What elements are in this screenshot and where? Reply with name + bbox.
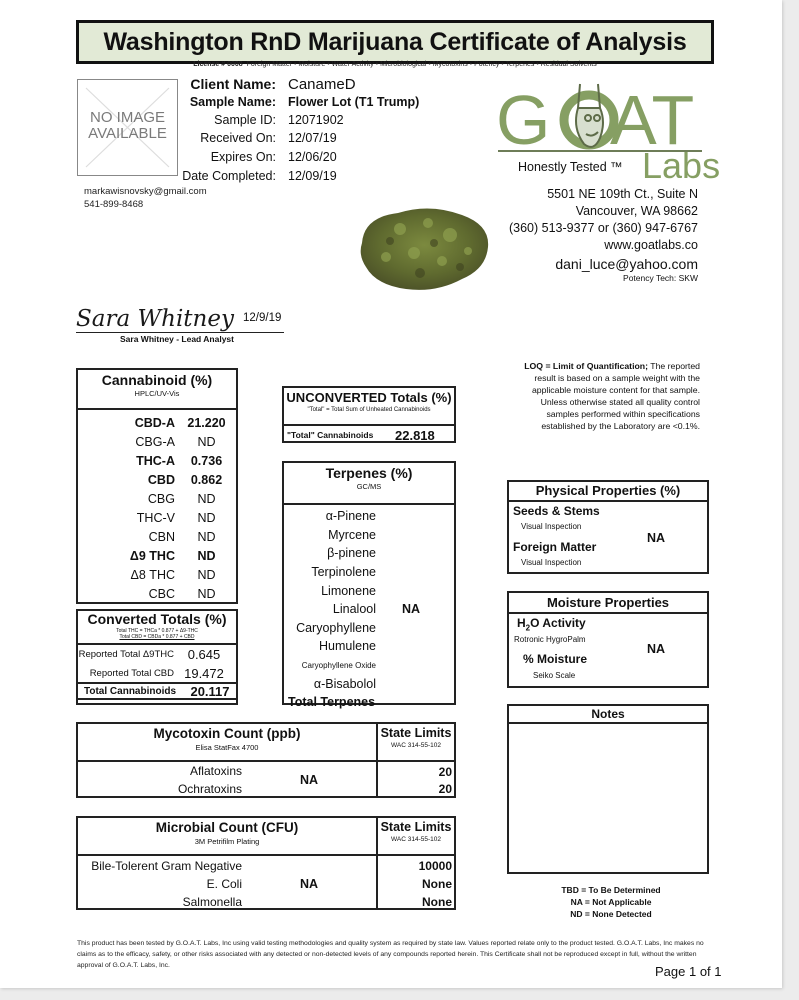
formula-thc: Total THC = THCa * 0.877 + Δ9-THC	[116, 628, 198, 634]
no-image-line1: NO IMAGE	[89, 109, 165, 126]
received-value: 12/07/19	[288, 131, 337, 145]
cannabinoid-name: CBC	[148, 586, 175, 601]
license-line	[76, 61, 714, 68]
microbial-limit: None	[422, 895, 452, 909]
terpene-name: Humulene	[319, 639, 376, 654]
converted-header	[78, 611, 236, 645]
cannabinoid-name: CBG-A	[135, 434, 175, 449]
terpene-rows	[284, 505, 454, 693]
converted-title: Converted Totals (%)	[87, 611, 227, 627]
notes-header	[509, 706, 707, 724]
completed-row	[78, 169, 337, 183]
potency-tech: Potency Tech: SKW	[623, 273, 698, 283]
legend-item: TBD = To Be Determined	[561, 885, 661, 895]
mycotoxin-row-name: Ochratoxins	[177, 782, 242, 796]
cannabinoid-value: 0.736	[190, 453, 223, 468]
cannabinoid-value: ND	[197, 529, 216, 544]
logo-g-letter: G	[496, 81, 551, 159]
microbial-row-name: Bile-Tolerent Gram Negative	[91, 859, 242, 873]
sample-name-value: Flower Lot (T1 Trump)	[288, 95, 420, 109]
terpene-name: α-Bisabolol	[313, 676, 376, 691]
lab-address	[509, 186, 698, 273]
limits-ref: WAC 314-55-102	[391, 836, 441, 843]
terpene-row	[284, 656, 454, 675]
moisture-header	[509, 593, 707, 614]
mycotoxin-title: Mycotoxin Count (ppb)	[153, 726, 301, 741]
loq-text: The reported result is based on a sample weight with the applicable moisture content for that sample. Unless otherwise stated all quality control samples performed within specifications established by the Laboratory are <0.1%.	[531, 361, 700, 431]
moisture-method: Seiko Scale	[533, 671, 576, 680]
signature-script: Sara Whitney	[76, 306, 234, 332]
lab-phone-line: (360) 513-9377 or (360) 947-6767	[508, 221, 698, 235]
cannabinoid-row	[78, 432, 236, 451]
cannabinoid-value: ND	[197, 586, 216, 601]
cannabinoid-value: 21.220	[187, 415, 226, 430]
mycotoxin-body	[78, 762, 454, 798]
cannabinoid-name: Δ9 THC	[129, 548, 175, 563]
unconverted-subtitle: "Total" = Total Sum of Unheated Cannabinoids	[307, 407, 431, 413]
foreign-matter-label: Foreign Matter	[513, 540, 597, 554]
terpene-name: β-pinene	[327, 546, 376, 561]
microbial-names	[78, 856, 376, 910]
logo-labs-text: Labs	[642, 145, 721, 186]
total-terpenes-label: Total Terpenes	[288, 694, 376, 709]
mycotoxin-method: Elisa StatFax 4700	[195, 743, 259, 752]
title-banner	[76, 20, 714, 64]
analyst-signature	[76, 298, 246, 334]
unconverted-row	[284, 426, 454, 444]
terpene-name: Caryophyllene Oxide	[301, 660, 376, 670]
water-activity-label: $H_2O$ Activity	[517, 616, 586, 633]
mycotoxin-limit: 20	[438, 782, 452, 796]
total-cannabinoids-label: Total Cannabinoids	[84, 685, 177, 697]
cannabinoid-row	[78, 527, 236, 546]
sample-id-value: 12071902	[288, 113, 344, 127]
converted-row-label: Reported Total CBD	[89, 667, 174, 679]
services-list: Foreign Matter • Moisture • Water Activity • Microbiological • Mycotoxins • Potency • Terpenes • Residual Solvents	[246, 61, 597, 68]
cannabinoid-panel	[76, 368, 238, 604]
license-number: License # 0008	[193, 61, 243, 68]
expires-row	[78, 150, 337, 164]
cannabinoid-name: CBD	[147, 472, 175, 487]
received-label: Received On:	[200, 131, 276, 145]
mycotoxin-limits	[376, 762, 454, 798]
cannabinoid-header	[78, 370, 236, 410]
terpene-row	[284, 544, 454, 563]
sample-name-label: Sample Name:	[189, 95, 276, 109]
water-activity-method: Rotronic HygroPalm	[514, 635, 586, 644]
unconverted-title: UNCONVERTED Totals (%)	[286, 390, 452, 405]
signature-line	[76, 332, 284, 333]
signature-date: 12/9/19	[243, 312, 282, 324]
terpene-row	[284, 563, 454, 582]
terpene-row	[284, 526, 454, 545]
unconverted-value: 22.818	[395, 427, 435, 443]
mycotoxin-limits-header	[376, 724, 454, 760]
legend-item: ND = None Detected	[570, 909, 652, 919]
sample-id-row	[78, 113, 344, 127]
page-number: Page 1 of 1	[655, 964, 722, 979]
moisture-label: % Moisture	[523, 652, 588, 666]
abbreviation-legend	[522, 884, 700, 920]
cannabinoid-row	[78, 413, 236, 432]
microbial-method: 3M Petrifilm Plating	[194, 837, 260, 846]
terpene-name: Caryophyllene	[296, 620, 376, 635]
physical-properties-panel	[507, 480, 709, 574]
terpenes-panel	[282, 461, 456, 709]
expires-label: Expires On:	[210, 150, 276, 164]
converted-row-value: 0.645	[187, 647, 221, 662]
client-name-value: CanameD	[288, 76, 356, 93]
cannabinoid-rows	[78, 410, 236, 603]
completed-label: Date Completed:	[182, 169, 276, 183]
terpene-row	[284, 507, 454, 526]
cannabinoid-row	[78, 546, 236, 565]
microbial-row-name: E. Coli	[206, 877, 242, 891]
limits-title: State Limits	[380, 726, 452, 740]
loq-note	[522, 360, 700, 432]
cannabinoid-name: CBD-A	[134, 415, 175, 430]
client-name-row	[78, 76, 356, 93]
moisture-properties-panel	[507, 591, 709, 688]
terpene-row	[284, 600, 454, 619]
sample-name-row	[78, 95, 419, 109]
microbial-panel	[76, 816, 456, 910]
terpenes-title: Terpenes (%)	[325, 465, 413, 481]
microbial-title: Microbial Count (CFU)	[155, 820, 299, 835]
converted-totals-panel	[76, 609, 238, 705]
document-title: Washington RnD Marijuana Certificate of Analysis	[103, 27, 687, 56]
microbial-header	[78, 818, 454, 856]
unconverted-header	[284, 388, 454, 426]
cannabinoid-value: 0.862	[190, 472, 223, 487]
mycotoxin-names	[78, 762, 376, 798]
microbial-title-cell	[78, 818, 376, 854]
microbial-limits-header	[376, 818, 454, 854]
cannabinoid-method: HPLC/UV-Vis	[134, 389, 180, 398]
seeds-stems-label: Seeds & Stems	[513, 504, 600, 518]
terpene-name: Limonene	[321, 583, 376, 598]
sample-id-label: Sample ID:	[214, 113, 276, 127]
notes-content	[509, 724, 707, 732]
converted-row-cbd	[78, 664, 236, 682]
notes-panel	[507, 704, 709, 874]
cannabinoid-name: THC-A	[136, 453, 175, 468]
cannabinoid-row	[78, 565, 236, 584]
microbial-row-name: Salmonella	[182, 895, 242, 909]
mycotoxin-row-name: Aflatoxins	[189, 764, 242, 778]
sample-photo	[350, 195, 500, 295]
seeds-stems-method: Visual Inspection	[521, 522, 582, 531]
notes-title: Notes	[591, 707, 625, 721]
mycotoxin-limit: 20	[438, 765, 452, 779]
cannabinoid-value: ND	[197, 491, 216, 506]
limits-title: State Limits	[380, 820, 452, 834]
no-image-line2: AVAILABLE	[88, 125, 167, 142]
terpene-row	[284, 637, 454, 656]
total-cannabinoids-value: 20.117	[190, 683, 230, 699]
microbial-limit: 10000	[418, 859, 452, 873]
foreign-matter-method: Visual Inspection	[521, 558, 582, 567]
cannabinoid-name: Δ8 THC	[130, 567, 175, 582]
disclaimer: This product has been tested by G.O.A.T. Labs, Inc using valid testing methodologies and quality system as required by state law. Values reported relate only to the product tested. G.O.A.T. Labs, Inc makes no claims as to the efficacy, safety, or other risks associated with any detected or non-detected levels of any compounds reported herein. This Certificate shall not be reproduced except in full, without the written approval of G.O.A.T. Labs, Inc.	[77, 940, 704, 969]
terpene-name: Myrcene	[328, 527, 376, 542]
terpenes-method: GC/MS	[356, 482, 382, 491]
received-row	[78, 131, 337, 145]
moisture-value: NA	[647, 642, 666, 656]
mycotoxin-header	[78, 724, 454, 762]
cannabinoid-row	[78, 489, 236, 508]
terpene-row	[284, 581, 454, 600]
terpene-row	[284, 674, 454, 693]
cannabinoid-row	[78, 508, 236, 527]
mycotoxin-panel	[76, 722, 456, 798]
cannabinoid-name: THC-V	[136, 510, 175, 525]
microbial-limit: None	[422, 877, 452, 891]
formula-cbd: Total CBD = CBDa * 0.877 + CBD	[119, 634, 195, 640]
expires-value: 12/06/20	[288, 150, 337, 164]
cannabinoid-title: Cannabinoid (%)	[101, 372, 213, 388]
terpene-name: Linalool	[332, 602, 376, 617]
logo-at-letters: AT	[610, 81, 695, 159]
unconverted-label: "Total" Cannabinoids	[287, 430, 374, 440]
cannabinoid-value: ND	[197, 510, 216, 525]
terpene-row	[284, 619, 454, 638]
microbial-value: NA	[300, 877, 319, 891]
cannabinoid-value: ND	[197, 434, 216, 449]
terpene-name: α-Pinene	[325, 509, 376, 524]
physical-value: NA	[647, 531, 666, 545]
microbial-body	[78, 856, 454, 910]
mycotoxin-title-cell	[78, 724, 376, 760]
lab-website: www.goatlabs.co	[604, 238, 698, 252]
physical-title: Physical Properties (%)	[535, 483, 681, 498]
terpenes-header	[284, 463, 454, 505]
terpene-value: NA	[401, 602, 421, 617]
total-cannabinoids-row	[76, 682, 238, 700]
physical-header	[509, 482, 707, 502]
cannabinoid-row	[78, 470, 236, 489]
converted-row-label: Reported Total Δ9THC	[78, 649, 174, 660]
lab-tagline: Honestly Tested ™	[518, 160, 623, 174]
legend-item: NA = Not Applicable	[570, 897, 652, 907]
microbial-limits	[376, 856, 454, 910]
moisture-title: Moisture Properties	[546, 595, 670, 610]
client-phone: 541-899-8468	[84, 199, 144, 210]
analyst-name-title: Sara Whitney - Lead Analyst	[120, 334, 234, 344]
cannabinoid-row	[78, 584, 236, 603]
cannabinoid-name: CBN	[148, 529, 175, 544]
cannabinoid-name: CBG	[147, 491, 175, 506]
limits-ref: WAC 314-55-102	[391, 742, 441, 749]
lab-address-line: 5501 NE 109th Ct., Suite N	[547, 187, 698, 201]
cannabinoid-row	[78, 451, 236, 470]
converted-row-value: 19.472	[184, 665, 224, 681]
mycotoxin-value: NA	[300, 773, 319, 787]
completed-value: 12/09/19	[288, 169, 337, 183]
client-email: markawisnovsky@gmail.com	[84, 186, 207, 197]
converted-row-thc	[78, 645, 236, 664]
terpene-name: Terpinolene	[311, 565, 376, 580]
cannabinoid-value: ND	[197, 548, 216, 563]
unconverted-totals-panel	[282, 386, 456, 443]
lab-address-line: Vancouver, WA 98662	[575, 204, 698, 218]
loq-term: LOQ = Limit of Quantification;	[524, 361, 648, 371]
client-name-label: Client Name:	[190, 76, 276, 92]
cannabinoid-value: ND	[197, 567, 216, 582]
lab-email: dani_luce@yahoo.com	[555, 256, 698, 272]
